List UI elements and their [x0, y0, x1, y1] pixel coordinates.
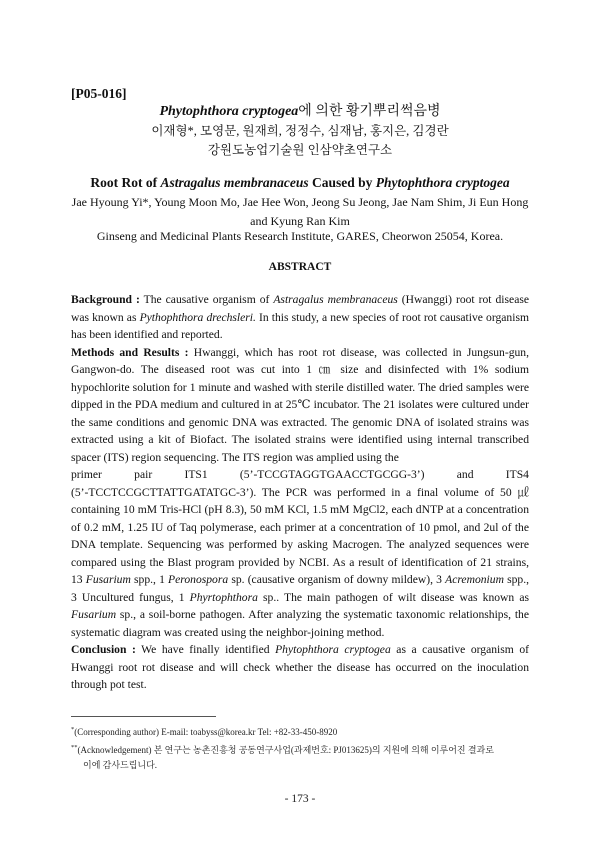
conclusion-pathogen: Phytophthora cryptogea	[275, 643, 391, 656]
korean-title-rest: 에 의한 황기뿌리썩음병	[298, 104, 441, 119]
abstract-heading: ABSTRACT	[268, 261, 332, 273]
methods-paragraph	[71, 344, 529, 467]
primer-line	[71, 466, 529, 484]
english-affiliation: Ginseng and Medicinal Plants Research Institute, GARES, Cheorwon 25054, Korea.	[96, 229, 504, 243]
methods-continued	[71, 484, 529, 642]
primer-word: primer	[71, 468, 102, 481]
species-fusarium: Fusarium	[85, 573, 131, 586]
footnote-mark: *	[71, 726, 75, 733]
background-paragraph	[71, 291, 529, 344]
footnote-mark: **	[71, 744, 78, 751]
methods-text: sp. (causative organism of downy mildew), 3	[228, 573, 446, 586]
korean-affiliation: 강원도농업기술원 인삼약초연구소	[207, 143, 393, 157]
conclusion-label: Conclusion :	[71, 643, 136, 656]
footnote-divider	[71, 716, 216, 717]
methods-text: sp., a soil-borne pathogen. After analyzing the systematic taxonomic relationships, the systematic diagram was created using the neighbor-joining method.	[71, 608, 529, 639]
methods-text: (5’-TCCTCCGCTTATTGATATGC-3’). The PCR was performed in a final volume of 50 ㎕ containing 10 mM Tris-HCl (pH 8.3), 50 mM KCl, 1.5 mM MgCl2, each dNTP at a concentration of 0.2 mM, 1.25 IU of Taq polymerase, each primer at a concentration of 10 pmol, and 2ul of the DNA template. Sequencing was performed by asking Macrogen. The analyzed sequences were compared using the Blast program provided by NCBI. As a result of identification of 21 strains, 13	[71, 485, 529, 586]
background-text: The causative organism of	[139, 293, 274, 306]
english-title	[60, 175, 540, 191]
methods-text: Hwanggi, which has root rot disease, was collected in Jungsun-gun, Gangwon-do. The diseased root was cut into 1 ㎝ size and disinfected with 1% sodium hypochlorite solution for 1 minute and washed with sterile distilled water. The dried samples were dipped in the PDA medium and cultured in at 25℃ incubator. The 21 isolates were cultured under the same conditions and genomic DNA was extracted. The genomic DNA of isolated strains was extracted using a kit of Biofact. The isolated strains were identified using internal transcribed spacer (ITS) region sequencing. The ITS region was amplied using the	[71, 345, 529, 464]
english-authors: Jae Hyoung Yi*, Young Moon Mo, Jae Hee Won, Jeong Su Jeong, Jae Nam Shim, Ji Eun Hong and Kyung Ran Kim	[71, 195, 529, 228]
korean-authors: 이재형*, 모영문, 원재희, 정정수, 심재남, 홍지은, 김경란	[151, 124, 449, 138]
english-title-part1: Root Rot of	[90, 175, 161, 190]
methods-text: sp.. The main pathogen of wilt disease was known as	[257, 590, 529, 604]
species-acremonium: Acremonium	[445, 573, 504, 586]
primer-word: pair	[134, 468, 153, 481]
methods-text: spp., 1	[130, 573, 169, 586]
background-label: Background :	[71, 293, 140, 306]
primer-word: ITS4	[505, 468, 529, 481]
primer-word: and	[456, 468, 474, 481]
methods-label: Methods and Results :	[71, 345, 189, 359]
page-number: - 173 -	[284, 793, 316, 805]
background-pathogen: Pythophthora drechsleri.	[139, 310, 256, 324]
species-phyrtophthora: Phyrtophthora	[189, 590, 258, 604]
primer-word: (5’-TCCGTAGGTGAACCTGCGG-3’)	[239, 468, 425, 481]
english-title-pathogen: Phytophthora cryptogea	[375, 175, 510, 190]
english-title-part2: Caused by	[308, 175, 376, 190]
footnote-text: (Acknowledgement) 본 연구는 농촌진흥청 공동연구사업(과제번호: PJ013625)의 지원에 의해 이루어진 결과로	[77, 745, 494, 755]
footnote-text: (Corresponding author) E-mail: toabyss@korea.kr Tel: +82-33-450-8920	[74, 727, 338, 737]
abstract-body	[71, 291, 529, 694]
species-fusarium: Fusarium	[71, 608, 117, 621]
background-host: Astragalus membranaceus	[273, 293, 398, 306]
footnote-acknowledgement-cont: 이에 감사드립니다.	[83, 760, 158, 770]
footnote-corresponding	[71, 722, 535, 740]
conclusion-paragraph	[71, 641, 529, 694]
primer-word: ITS1	[184, 468, 208, 481]
methods-text: spp., 3 Uncultured fungus, 1	[71, 573, 529, 604]
korean-title	[60, 100, 540, 120]
background-text: In this study, a new species of root rot causative organism has been identified and reported.	[71, 310, 529, 341]
species-peronospora: Peronospora	[168, 573, 229, 586]
english-title-host: Astragalus membranaceus	[160, 175, 309, 190]
footnotes	[71, 722, 535, 773]
conclusion-text: as a causative organism of Hwanggi root rot disease and will check whether the disease has occurred on the inoculation through pot test.	[71, 643, 529, 691]
footnote-acknowledgement	[71, 740, 535, 758]
korean-title-pathogen: Phytophthora cryptogea	[159, 104, 299, 119]
abstract-code: [P05-016]	[71, 86, 127, 101]
conclusion-text: We have finally identified	[135, 643, 276, 656]
background-text: (Hwanggi) root rot disease was known as	[71, 293, 529, 324]
